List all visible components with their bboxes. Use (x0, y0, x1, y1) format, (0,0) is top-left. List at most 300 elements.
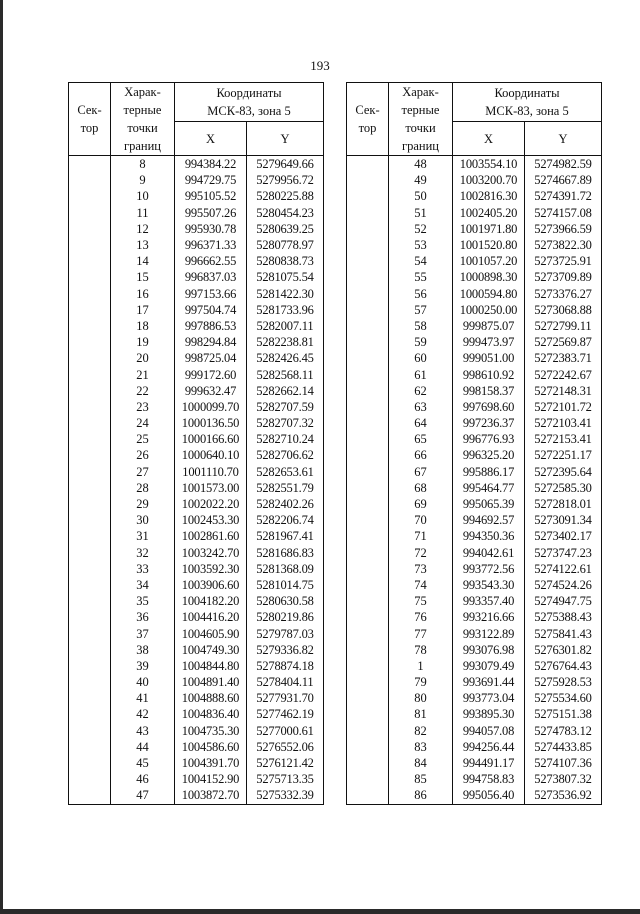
point-number: 66 (389, 447, 453, 463)
coordinate-y: 5274122.61 (525, 561, 602, 577)
table-row (347, 706, 602, 722)
point-number: 75 (389, 593, 453, 609)
coordinate-y: 5272395.64 (525, 464, 602, 480)
coordinate-y: 5274524.26 (525, 577, 602, 593)
table-row (347, 302, 602, 318)
coordinate-y: 5278874.18 (247, 658, 324, 674)
point-number: 24 (111, 415, 175, 431)
point-number: 35 (111, 593, 175, 609)
table-row (347, 366, 602, 382)
coordinate-x: 1004735.30 (175, 723, 247, 739)
table-row (347, 383, 602, 399)
sector-cell (69, 771, 111, 787)
coordinate-y: 5273709.89 (525, 269, 602, 285)
point-number: 29 (111, 496, 175, 512)
table-row (69, 528, 324, 544)
coordinate-y: 5273747.23 (525, 545, 602, 561)
coordinate-x: 994057.08 (453, 723, 525, 739)
coordinate-y: 5273807.32 (525, 771, 602, 787)
sector-cell (69, 755, 111, 771)
coordinate-x: 1004891.40 (175, 674, 247, 690)
coordinate-x: 999172.60 (175, 366, 247, 382)
table-row (347, 318, 602, 334)
table-row (69, 690, 324, 706)
point-number: 65 (389, 431, 453, 447)
table-body-right (347, 156, 602, 805)
sector-cell (69, 609, 111, 625)
sector-cell (347, 593, 389, 609)
coordinate-x: 998725.04 (175, 350, 247, 366)
table-row (69, 561, 324, 577)
header-point-line-4: границ (124, 139, 161, 153)
point-number: 22 (111, 383, 175, 399)
coordinate-x: 1001573.00 (175, 480, 247, 496)
coordinate-y: 5274433.85 (525, 739, 602, 755)
coordinate-x: 994491.17 (453, 755, 525, 771)
table-row (347, 172, 602, 188)
coordinate-x: 1003872.70 (175, 787, 247, 804)
point-number: 38 (111, 642, 175, 658)
sector-cell (69, 496, 111, 512)
coordinate-y: 5281967.41 (247, 528, 324, 544)
coordinate-x: 999473.97 (453, 334, 525, 350)
sector-cell (69, 787, 111, 804)
point-number: 18 (111, 318, 175, 334)
coordinate-x: 999051.00 (453, 350, 525, 366)
table-row (69, 237, 324, 253)
point-number: 12 (111, 221, 175, 237)
coordinate-y: 5274982.59 (525, 156, 602, 173)
table-row (347, 642, 602, 658)
coordinate-y: 5276121.42 (247, 755, 324, 771)
coordinate-x: 1002405.20 (453, 205, 525, 221)
sector-cell (347, 642, 389, 658)
sector-cell (347, 383, 389, 399)
header-coordinates (175, 83, 324, 122)
table-row (69, 350, 324, 366)
coordinate-x: 994042.61 (453, 545, 525, 561)
table-row (347, 787, 602, 804)
point-number: 21 (111, 366, 175, 382)
coordinate-x: 1004152.90 (175, 771, 247, 787)
coordinate-x: 1001520.80 (453, 237, 525, 253)
sector-cell (69, 399, 111, 415)
table-row (347, 609, 602, 625)
coordinate-y: 5281686.83 (247, 545, 324, 561)
header-point-line-2: терные (401, 103, 440, 117)
coordinate-x: 994758.83 (453, 771, 525, 787)
coordinate-x: 995464.77 (453, 480, 525, 496)
point-number: 44 (111, 739, 175, 755)
sector-cell (347, 496, 389, 512)
coordinate-y: 5273068.88 (525, 302, 602, 318)
point-number: 73 (389, 561, 453, 577)
coordinate-y: 5274391.72 (525, 188, 602, 204)
point-number: 43 (111, 723, 175, 739)
point-number: 57 (389, 302, 453, 318)
table-row (69, 366, 324, 382)
table-row (69, 771, 324, 787)
coordinate-x: 995930.78 (175, 221, 247, 237)
coordinate-x: 998610.92 (453, 366, 525, 382)
coordinate-x: 993691.44 (453, 674, 525, 690)
coordinate-x: 1004836.40 (175, 706, 247, 722)
point-number: 11 (111, 205, 175, 221)
point-number: 63 (389, 399, 453, 415)
coordinate-x: 997504.74 (175, 302, 247, 318)
coordinate-x: 994256.44 (453, 739, 525, 755)
coordinate-x: 998294.84 (175, 334, 247, 350)
coordinate-y: 5273536.92 (525, 787, 602, 804)
header-point-characteristic (389, 83, 453, 156)
table-row (347, 690, 602, 706)
sector-cell (69, 723, 111, 739)
coordinate-x: 1000166.60 (175, 431, 247, 447)
sector-cell (69, 690, 111, 706)
coordinate-x: 993895.30 (453, 706, 525, 722)
point-number: 40 (111, 674, 175, 690)
scan-edge-left (0, 0, 3, 914)
sector-cell (347, 350, 389, 366)
coordinate-y: 5282007.11 (247, 318, 324, 334)
sector-cell (347, 188, 389, 204)
coordinate-x: 1001110.70 (175, 464, 247, 480)
coordinate-y: 5272569.87 (525, 334, 602, 350)
point-number: 14 (111, 253, 175, 269)
point-number: 30 (111, 512, 175, 528)
sector-cell (347, 302, 389, 318)
sector-cell (69, 172, 111, 188)
point-number: 31 (111, 528, 175, 544)
point-number: 28 (111, 480, 175, 496)
coordinate-y: 5282568.11 (247, 366, 324, 382)
coordinate-x: 994729.75 (175, 172, 247, 188)
header-coordinates-line-1: Координаты (216, 86, 282, 100)
coordinate-y: 5274783.12 (525, 723, 602, 739)
coordinate-y: 5272383.71 (525, 350, 602, 366)
point-number: 71 (389, 528, 453, 544)
coordinate-y: 5275928.53 (525, 674, 602, 690)
point-number: 56 (389, 286, 453, 302)
table-row (69, 642, 324, 658)
coordinate-x: 1000250.00 (453, 302, 525, 318)
coordinate-y: 5272799.11 (525, 318, 602, 334)
coordinate-x: 993357.40 (453, 593, 525, 609)
table-row (347, 221, 602, 237)
point-number: 10 (111, 188, 175, 204)
table-row (69, 674, 324, 690)
point-number: 25 (111, 431, 175, 447)
table-row (347, 593, 602, 609)
coordinate-y: 5273402.17 (525, 528, 602, 544)
table-row (347, 205, 602, 221)
point-number: 72 (389, 545, 453, 561)
coordinate-x: 993076.98 (453, 642, 525, 658)
point-number: 13 (111, 237, 175, 253)
point-number: 48 (389, 156, 453, 173)
coordinate-y: 5277462.19 (247, 706, 324, 722)
table-row (347, 577, 602, 593)
coordinate-x: 995105.52 (175, 188, 247, 204)
coordinate-x: 996662.55 (175, 253, 247, 269)
coordinate-y: 5272585.30 (525, 480, 602, 496)
table-row (69, 593, 324, 609)
coordinate-x: 994350.36 (453, 528, 525, 544)
coordinate-y: 5280454.23 (247, 205, 324, 221)
coordinate-y: 5279649.66 (247, 156, 324, 173)
table-row (347, 415, 602, 431)
coordinate-x: 999875.07 (453, 318, 525, 334)
coordinate-x: 1003592.30 (175, 561, 247, 577)
point-number: 16 (111, 286, 175, 302)
coordinate-x: 1000640.10 (175, 447, 247, 463)
sector-cell (347, 561, 389, 577)
point-number: 55 (389, 269, 453, 285)
table-row (347, 237, 602, 253)
table-row (347, 399, 602, 415)
point-number: 42 (111, 706, 175, 722)
point-number: 59 (389, 334, 453, 350)
sector-cell (69, 545, 111, 561)
table-row (69, 286, 324, 302)
table-row (69, 383, 324, 399)
coordinate-x: 1003242.70 (175, 545, 247, 561)
coordinate-y: 5281368.09 (247, 561, 324, 577)
coordinate-x: 996776.93 (453, 431, 525, 447)
table-row (347, 528, 602, 544)
table-row (347, 739, 602, 755)
coordinate-y: 5276552.06 (247, 739, 324, 755)
table-row (69, 787, 324, 804)
table-row (347, 512, 602, 528)
sector-cell (347, 464, 389, 480)
sector-cell (347, 253, 389, 269)
sector-cell (347, 431, 389, 447)
coordinate-x: 1002861.60 (175, 528, 247, 544)
table-row (347, 755, 602, 771)
header-sector: Сек-тор (69, 83, 111, 156)
sector-cell (347, 723, 389, 739)
coordinate-x: 1000594.80 (453, 286, 525, 302)
coordinate-y: 5282206.74 (247, 512, 324, 528)
sector-cell (69, 156, 111, 173)
coordinate-y: 5282653.61 (247, 464, 324, 480)
point-number: 68 (389, 480, 453, 496)
table-row (69, 156, 324, 173)
point-number: 27 (111, 464, 175, 480)
coordinate-x: 997153.66 (175, 286, 247, 302)
coordinate-y: 5276764.43 (525, 658, 602, 674)
table-row (347, 480, 602, 496)
header-point-line-3: точки (127, 121, 158, 135)
coordinate-x: 1004182.20 (175, 593, 247, 609)
coordinate-x: 1003906.60 (175, 577, 247, 593)
coordinate-y: 5275841.43 (525, 625, 602, 641)
sector-cell (347, 480, 389, 496)
table-row (347, 561, 602, 577)
table-row (69, 755, 324, 771)
sector-cell (69, 205, 111, 221)
coordinate-y: 5272153.41 (525, 431, 602, 447)
sector-cell (347, 690, 389, 706)
sector-cell (69, 447, 111, 463)
point-number: 20 (111, 350, 175, 366)
point-number: 58 (389, 318, 453, 334)
coordinate-x: 1004586.60 (175, 739, 247, 755)
coordinate-x: 1001971.80 (453, 221, 525, 237)
coordinate-y: 5279956.72 (247, 172, 324, 188)
header-point-line-2: терные (123, 103, 162, 117)
sector-cell (347, 318, 389, 334)
coordinate-y: 5281733.96 (247, 302, 324, 318)
header-coordinates-line-2: МСК-83, зона 5 (485, 104, 569, 118)
sector-cell (69, 528, 111, 544)
coordinate-x: 995056.40 (453, 787, 525, 804)
sector-cell (69, 577, 111, 593)
coordinate-y: 5280630.58 (247, 593, 324, 609)
sector-cell (347, 172, 389, 188)
coordinate-x: 993773.04 (453, 690, 525, 706)
sector-cell (347, 771, 389, 787)
table-row (347, 464, 602, 480)
table-row (69, 512, 324, 528)
table-row (69, 415, 324, 431)
coordinate-x: 1002022.20 (175, 496, 247, 512)
coordinate-x: 1004844.80 (175, 658, 247, 674)
header-point-characteristic (111, 83, 175, 156)
coordinate-y: 5282710.24 (247, 431, 324, 447)
coordinate-y: 5282426.45 (247, 350, 324, 366)
coordinate-x: 993543.30 (453, 577, 525, 593)
coordinates-table-left (68, 82, 324, 805)
sector-cell (347, 415, 389, 431)
point-number: 69 (389, 496, 453, 512)
point-number: 46 (111, 771, 175, 787)
table-row (347, 771, 602, 787)
sector-cell (69, 431, 111, 447)
coordinate-y: 5275534.60 (525, 690, 602, 706)
coordinate-x: 1003200.70 (453, 172, 525, 188)
coordinate-y: 5281075.54 (247, 269, 324, 285)
coordinate-y: 5272103.41 (525, 415, 602, 431)
coordinate-y: 5272101.72 (525, 399, 602, 415)
coordinate-x: 993216.66 (453, 609, 525, 625)
coordinate-x: 994692.57 (453, 512, 525, 528)
point-number: 62 (389, 383, 453, 399)
coordinate-y: 5274667.89 (525, 172, 602, 188)
table-row (69, 464, 324, 480)
header-y: Y (247, 122, 324, 156)
coordinate-x: 1003554.10 (453, 156, 525, 173)
coordinate-x: 995886.17 (453, 464, 525, 480)
point-number: 1 (389, 658, 453, 674)
table-row (69, 318, 324, 334)
coordinate-x: 996837.03 (175, 269, 247, 285)
point-number: 37 (111, 625, 175, 641)
header-point-line-1: Харак- (402, 85, 439, 99)
point-number: 76 (389, 609, 453, 625)
point-number: 67 (389, 464, 453, 480)
sector-cell (69, 593, 111, 609)
header-x: X (453, 122, 525, 156)
sector-cell (69, 706, 111, 722)
header-coordinates-line-1: Координаты (494, 86, 560, 100)
sector-cell (347, 447, 389, 463)
sector-cell (69, 512, 111, 528)
point-number: 23 (111, 399, 175, 415)
coordinate-x: 1000136.50 (175, 415, 247, 431)
point-number: 64 (389, 415, 453, 431)
coordinate-y: 5281422.30 (247, 286, 324, 302)
point-number: 50 (389, 188, 453, 204)
coordinate-y: 5280778.97 (247, 237, 324, 253)
table-row (347, 286, 602, 302)
table-row (69, 496, 324, 512)
sector-cell (69, 739, 111, 755)
coordinate-x: 1000099.70 (175, 399, 247, 415)
point-number: 54 (389, 253, 453, 269)
point-number: 9 (111, 172, 175, 188)
table-body-left (69, 156, 324, 805)
coordinate-y: 5280838.73 (247, 253, 324, 269)
coordinates-table-right (346, 82, 602, 805)
sector-cell (347, 658, 389, 674)
point-number: 52 (389, 221, 453, 237)
table-row (347, 269, 602, 285)
point-number: 33 (111, 561, 175, 577)
coordinate-y: 5274947.75 (525, 593, 602, 609)
point-number: 51 (389, 205, 453, 221)
sector-cell (69, 625, 111, 641)
point-number: 77 (389, 625, 453, 641)
table-row (347, 156, 602, 173)
sector-cell (69, 269, 111, 285)
sector-cell (69, 302, 111, 318)
table-row (347, 431, 602, 447)
coordinate-y: 5276301.82 (525, 642, 602, 658)
table-row (69, 188, 324, 204)
coordinate-x: 997886.53 (175, 318, 247, 334)
point-number: 78 (389, 642, 453, 658)
coordinate-y: 5273966.59 (525, 221, 602, 237)
coordinate-y: 5274107.36 (525, 755, 602, 771)
coordinate-y: 5273091.34 (525, 512, 602, 528)
coordinate-y: 5281014.75 (247, 577, 324, 593)
sector-cell (347, 545, 389, 561)
header-point-line-1: Харак- (124, 85, 161, 99)
point-number: 32 (111, 545, 175, 561)
coordinate-x: 993079.49 (453, 658, 525, 674)
table-row (347, 253, 602, 269)
point-number: 15 (111, 269, 175, 285)
coordinate-y: 5279336.82 (247, 642, 324, 658)
point-number: 53 (389, 237, 453, 253)
coordinate-y: 5272242.67 (525, 366, 602, 382)
table-row (69, 172, 324, 188)
table-row (347, 658, 602, 674)
table-row (69, 577, 324, 593)
coordinate-x: 995065.39 (453, 496, 525, 512)
coordinate-x: 1004888.60 (175, 690, 247, 706)
table-row (347, 625, 602, 641)
sector-cell (69, 642, 111, 658)
point-number: 85 (389, 771, 453, 787)
sector-cell (69, 334, 111, 350)
table-row (347, 188, 602, 204)
table-row (69, 609, 324, 625)
table-row (69, 723, 324, 739)
coordinate-y: 5277000.61 (247, 723, 324, 739)
